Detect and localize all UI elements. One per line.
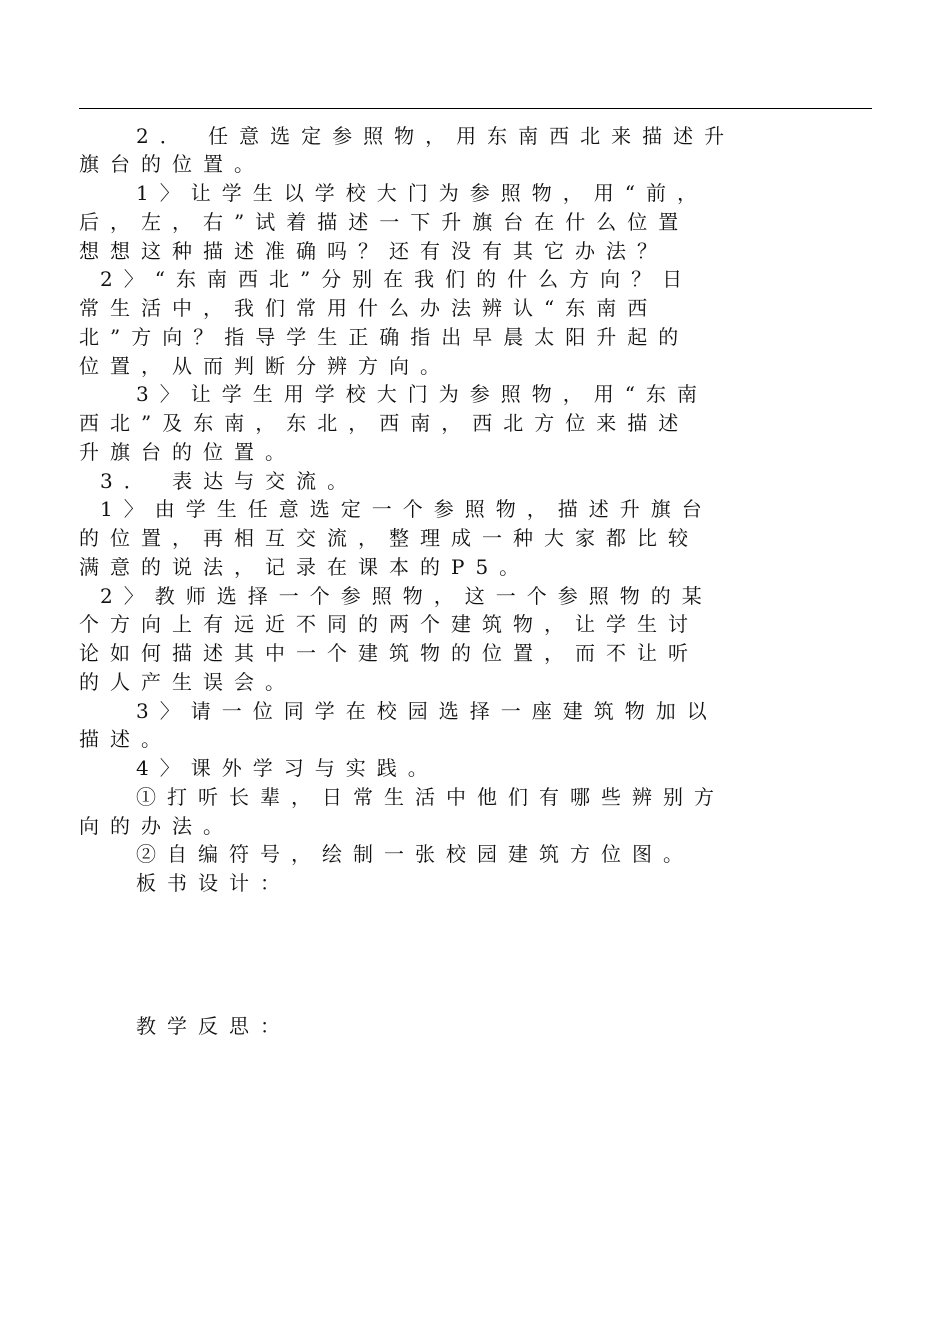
line-3: 后，左，右”试着描述一下升旗台在什么位置 [79,210,690,234]
line-27: 教学反思： [136,1014,291,1038]
line-2: 1〉让学生以学校大门为参照物，用“前， [136,181,708,205]
line-26: 板书设计： [136,871,291,895]
line-18: 论如何描述其中一个建筑物的位置，而不让听 [79,641,699,665]
line-0: 2． 任意选定参照物，用东南西北来描述升 [136,124,736,148]
line-25: ②自编符号，绘制一张校园建筑方位图。 [136,842,694,866]
line-15: 满意的说法，记录在课本的P5。 [79,555,531,579]
line-8: 位置，从而判断分辨方向。 [79,354,451,378]
line-7: 北”方向？指导学生正确指出早晨太阳升起的 [79,325,690,349]
header-rule [79,108,872,109]
line-22: 4〉课外学习与实践。 [136,756,439,780]
line-20: 3〉请一位同学在校园选择一座建筑物加以 [136,699,718,723]
line-13: 1〉由学生任意选定一个参照物，描述升旗台 [100,497,713,521]
line-6: 常生活中，我们常用什么办法辨认“东南西 [79,296,659,320]
line-5: 2〉“东南西北”分别在我们的什么方向？日 [100,267,694,291]
line-19: 的人产生误会。 [79,670,296,694]
line-11: 升旗台的位置。 [79,440,296,464]
line-14: 的位置，再相互交流，整理成一种大家都比较 [79,526,699,550]
line-16: 2〉教师选择一个参照物，这一个参照物的某 [100,584,713,608]
line-12: 3． 表达与交流。 [100,469,359,493]
line-4: 想想这种描述准确吗？还有没有其它办法？ [79,239,668,263]
line-9: 3〉让学生用学校大门为参照物，用“东南 [136,382,708,406]
line-23: ①打听长辈，日常生活中他们有哪些辨别方 [136,785,725,809]
line-10: 西北”及东南，东北，西南，西北方位来描述 [79,411,690,435]
line-24: 向的办法。 [79,814,234,838]
line-21: 描述。 [79,727,172,751]
line-17: 个方向上有远近不同的两个建筑物，让学生讨 [79,612,699,636]
line-1: 旗台的位置。 [79,152,265,176]
